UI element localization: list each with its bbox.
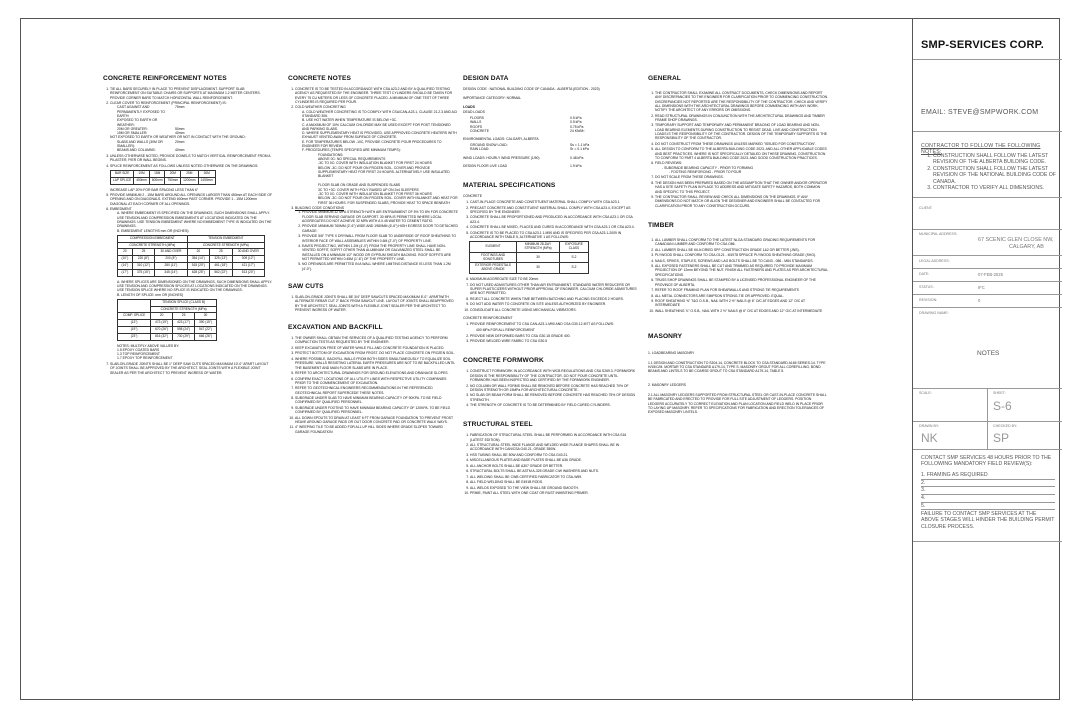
note-item: 10. PRIME, PAINT ALL STEEL WITH ONE COAT OR RUST INHIBITING PRIMER. (470, 491, 638, 495)
status-label: STATUS: (919, 285, 934, 289)
note-item: 4. CONCRETE SHALL BE MIXED, PLACED AND CURED IN ACCORDANCE WITH CSA A23.1 OR CSA A23.4. (470, 225, 638, 229)
sheet-value: S-6 (993, 399, 1012, 413)
date-label: DATE: (919, 272, 930, 276)
note-item: 8. THE DESIGN HAS BEEN PREPARED BASED ON THE ASSUMPTION THAT THE OWNER AND/OR OPERATOR HAS A SITE SAFETY PLAN IN PLACE TO ADDRESS AND MITIGATE SAFETY HAZARDS, BOTH COMMON AND SPECIFIC TO THIS PROJECT. (655, 181, 828, 194)
note-item: 7. REFER TO ROOF FRAMING PLAN FOR SHEARWALLS AND STRONG TIE REQUIREMENTS (655, 288, 828, 292)
note-item: 6. EMBEDMENT A. WHERE EMBEDMENT IS SPECIFIED ON THE DRAWINGS, SUCH DIMENSIONS SHALL APPLY. USE TENSION AND COMPRESSION EMBEDMENTS AT LOCATIONS INDICATED ON THE DRAWINGS. USE TENSION EMBEDMENT WHERE NO EMBEDMENT TYPE IS INDICATED ON THE DRAWINGS. B. EMBEDMENT LENGTHS mm OR (INCHES): COMPRESSION EMBEDMENT TENSION EMBEDMENT CONCRETE STRENGTH (MPa) CONCRETE STRENGTH (MPa) 20 25 30 AND OVER 20 25 30 AND OVER (10") 220 (8") 200 (8") 354 (14") 325 (13") 309 (12") (14") 310 (12") 280 (11") 515 (20") 461 (18") 421 (17") (17") 375 (15") 345 (14") 628 (25") 562 (22") 513 (20") A. WHERE SPLICES ARE DIMENSIONED ON THE DRAWINGS, SUCH DIMENSIONS SHALL APPLY. USE TENSION AND COMPRESSION SPLICES AT LOCATIONS INDICATED ON THE DRAWINGS. USE TENSION SPLICE WHERE NO SPLICE IS INDICATED ON THE DRAWINGS. B. LENGTH OF SPLICE: mm OR (INCHES) TENSION SPLICE (CLASS B) CONCRETE STRENGTH (MPa) COMP. SPLICE 20 25 30 (13") 473 (19") 423 (17") 390 (15") (19") 670 (26") 598 (24") 547 (22") (23") 816 (32") 730 (29") 666 (26") NOTES: MULTIPLY ABOVE VALUES BY: 1.5 EPOXY COATED BARS 1.3 TOP REINFORCEMENT 1.7 EPOXY TOP REINFORCEMENT (110, 207, 273, 361)
embedment-table: COMPRESSION EMBEDMENT TENSION EMBEDMENT CONCRETE STRENGTH (MPa) CONCRETE STRENGTH (MPa) 20 25 30 AND OVER 20 25 30 AND OVER (10") 220 (8") 200 (8") 354 (14") 325 (13") 309 (12") (14") 310 (12") 280 (11") 515 (20") 461 (18") 421 (17") (17") 375 (15") 345 (14") 628 (25") 562 (22") 513 (20") (117, 235, 265, 277)
note-item: 6. STRUCTURAL BOLTS SHALL BE ASTM A-325 GRADE C/W WASHERS AND NUTS. (470, 469, 638, 473)
section-heading: CONCRETE FORMWORK (463, 357, 544, 365)
note-item: 6. FIELD REVIEWS: - SUBGRADE BEARING CAPACITY - PRIOR TO FORMING - FOOTING REINFORCING - PRIOR TO POUR (655, 161, 828, 174)
formwork-list (463, 369, 638, 407)
date-value: 07-FEB-2025 (978, 272, 1003, 277)
note-item: 1. SLAB-ON-GRADE JOINTS SHALL BE 3/4" DEEP SAWCUTS SPACED MAXIMUM 8'-0". APARTWITH ALTERNATE REBAR CUT 2" BACK FROM SAWCUT LINE. LAYOUT OF JOINTS SHALL BEAPPROVED BY THE ARCHITECT. SEAL JOINTS WITH A FLEXIBLE JOINT SEALER PER THE ARCHITECT TO PREVENT INGRESS OF WATER. (295, 295, 458, 312)
municipal-value: 67 SCENIC GLEN CLOSE NW, (978, 237, 1054, 243)
note-item: 9. THE CONTRACTOR SHALL REVIEW AND CHECK ALL DIMENSIONS ON THE DRAWINGS. IF ANY DIMENSIONS DO NOT MATCH OR ALIGN THE DESIGNER AND ENGINEER SHALL BE CONTACTED FOR CLARIFICATION PRIOR TO ANY CONSTRUCTION OCCURS. (655, 195, 828, 208)
note-item: 2. NO COLUMN OR WALL FORMS SHALL BE REMOVED BEFORE CONCRETE HAS REACHED 70% OF DESIGN STRENGTH OR 15MPa FOR ARCHITECTURAL CONCRETE. (470, 384, 638, 393)
note-item: 2. ALL LUMBER SHALL BE KILN DRIED SPF CONSTRUCTION GRADE 1&2 OR BETTER (JNS). (655, 248, 828, 252)
failure-text: FAILURE TO CONTACT SMP SERVICES AT THE ABOVE STAGES WILL HINDER THE BUILDING PERMIT CLOSURE PROCESS. (921, 511, 1055, 530)
note-item: 7. DO NOT SCALE FROM THESE DRAWINGS. (655, 175, 828, 179)
contractor-notes: 1. CONSTRUCTION SHALL FOLLOW THE LATEST REVISION OF THE ALBERTA BUILDING CODE. 2. CONSTRUCTION SHALL FOLLOW THE LATEST REVISION OF THE NATIONAL BUILDING CODE OF CANADA. 3. CONTRACTOR TO VERIFY ALL DIMENSIONS. (921, 153, 1067, 191)
note-item: 1. THE OWNER SHALL OBTAIN THE SERVICES OF A QUALIFIED TESTING AGENCY TO PERFORM COMPACTION TESTS AS REQUESTED BY THE ENGINEER. (295, 336, 458, 345)
section-heading: MASONRY (648, 333, 683, 341)
note-item: 5. ALL ANCHOR BOLTS SHALL BE A307 GRADE OR BETTER. (470, 464, 638, 468)
note-item: 7. SLAB-ON-GRADE JOINTS SHALL BE 1" DEEP SAW CUTS SPACED MAXIMUM 10'-0" APART LAYOUT OF JOINTS SHALL BE APPROVED BY THE ARCHITECT. SEAL JOINTS WITH A FLEXIBLE JOINT SEALER AS PER THE ARCHITECT TO PREVENT INGRESS OF WATER. (110, 362, 273, 375)
material-list (463, 200, 638, 239)
note-item: 6. MAXIMUM AGGREGATE SIZE TO BE 20mm. (470, 277, 638, 281)
section-heading: CONCRETE NOTES (288, 75, 351, 82)
note-item: 2. PRECAST CONCRETE AND CONSTITUENT MATERIAL SHALL COMPLY WITH CSA A23.4, EXCEPT AS SPECIFIED BY THE ENGINEER. (470, 206, 638, 215)
note-item: 1. THE CONTRACTOR SHALL EXAMINE ALL CONTRACT DOCUMENTS, CHECK DIMENSIONS AND REPORT ANY DISCREPANCIES TO THE ENGINEER FOR CLARIFICATION PRIOR TO COMMENCING CONSTRUCTION. DISCREPANCIES NOT REPORTED ARE THE RESPONSIBILITY OF THE CONTRACTOR. CHECK AND VERIFY ALL DIMENSIONS WITH THE ARCHITECTURAL DRAWINGS BEFORE COMMENCING WITH ANY WORK. NOTIFY THE ARCHITECT OF ANY ERRORS OR OMISSIONS. (655, 91, 828, 112)
drawing-sheet (20, 18, 1060, 700)
drawing-name-label: DRAWING NAME: (919, 311, 949, 315)
note-item: 4. WHERE POSSIBLE, BACKFILL WALLS FROM BOTH SIDES SIMULTANEOUSLY TO EQUALIZE SOIL PRESSURE. WALLS RESISTING LATERAL EARTH PRESSURES ARE NOT TO BE BACKFILLED UNTIL THE BASEMENT AND MAIN FLOOR SLABS ARE IN PLACE. (295, 357, 458, 370)
note-item: 1. CONSTRUCT FORMWORK IN ACCORDANCE WITH WCB REGULATIONS AND CSA S269.3. FORMWORK DESIGN IS THE RESPONSIBILITY OF THE CONTRACTOR. DO NOT POUR CONCRETE UNTIL FORMWORK HAS BEEN INSPECTED AND CERTIFIED BY THE FORMWORK ENGINEER. (470, 369, 638, 382)
excavation-list (288, 336, 458, 434)
note-item: 2. READ STRUCTURAL DRAWINGS IN CONJUNCTION WITH THE ARCHITECTURAL DRAWINGS AND TIMBER FRAME SHOP DRAWINGS. (655, 114, 828, 123)
note-item: 5. ALL EXPOSED FASTENERS SHALL BE CUT AND TRIMMED AS REQUIRED TO PROVIDE MAXIMUM PROJECTION OF 12mm BEYOND THE NUT. FINISH ALL FASTENERS AND PLATES AS PER ARCHITECTURAL SPECIFICATIONS. (655, 264, 828, 277)
note-item: 6. TRUSS SHOP DRAWINGS SHALL BE STAMPED BY A LICENSED PROFESSIONAL ENGINEER OF THE PROVINCE OF ALBERTA. (655, 278, 828, 287)
company-email: EMAIL: STEVE@SMPWORK.COM (921, 109, 1039, 116)
note-item: 7. DO NOT USED ADMIXTURES OTHER THAN AIR ENTRAINMENT. STANDARD WATER REDUCERS OR SUPER PLASTICIZERS WITHOUT PRIOR APPROVAL OF ENGINEER. CALCIUM CHLORIDE ADMIXTURES ARE NOT PERMITTED. (470, 283, 638, 296)
note-item: 3. NO SLAB OR BEAM FORM SHALL BE REMOVED BEFORE CONCRETE HAS REACHED 75% OF DESIGN STRENGTH. (470, 393, 638, 402)
note-item: 1. PROVIDE REINFORCEMENT TO CSA CAN-A23.1-M90 AND CSA G30.12-M77 AS FOLLOWS: 400 MPa FOR ALL REINFORCEMENT (470, 322, 638, 333)
municipal-label: MUNICIPAL ADDRESS: (919, 232, 958, 236)
section-heading: TIMBER (648, 221, 674, 229)
note-item: 7. REFER TO GEOTECHNICAL ENGINEERS RECOMMENDATIONS IN THE REFERENCED GEOTECHNICAL REPORT SUPERCEDE THESE NOTES. (295, 386, 458, 395)
note-item: 2. ALL STRUCTURAL STEEL WIDE FLANGE AND WELDED WIDE FLANGE SHAPES SHALL BE IN ACCORDANCE WITH CAN/CSA G40.21, GRADE 350W. (470, 443, 638, 452)
framing-list: 1. FRAMING AS REQUIRED 2. 3. 4. 5. (921, 472, 1055, 510)
section-heading: DESIGN DATA (463, 75, 509, 82)
note-item: 8. ALL FIELD WELDING SHALL BE E491B RODS. (470, 480, 638, 484)
note-item: 2. COLD WEATHER CONCRETING A. COLD WEATHER CONCRETING IS TO COMPLY WITH CSA/CAN-A23.1, CLAUSE 21.2.3 AND ACI STANDARD 306. B. USE HOT WATER WHEN TEMPERATURE IS BELOW +3C. C. A MAXIMUM OF 10% CALCIUM CHLORIDE MAY BE USED EXCEPT FOR POST TENSIONED AND PARKING SLABS. D. WHERE SUPPLEMENTARY HEAT IS PROVIDED, USE APPROVED CONCRETE HEATERS WITH EXHAUST VENTED AWAY FROM SURFACE OF CONCRETE. E. FOR TEMPERATURES BELOW -10C, PROVIDE CONCRETE POUR PROCEDURES TO ENGINEER FOR REVIEW. F. PROCEDURES (TEMPS SPECIFIED ARE MINIMUM TEMPS): FOUNDATIONS: ABOVE 0C: NO SPECIAL REQUIREMENTS -3C TO 0C: COVER WITH INSULATION BLANKET FOR FIRST 24 HOURS BELOW -3C: DO NOT POUR ON FROZEN SOIL. COVER AND PROVIDE SUPPLEMENTARY HEAT FOR FIRST 24 HOURS. ALTERNATIVELY USE INSULATED BLANKET FLOOR SLAB ON GRADE AND SUSPENDED SLABS 3C TO +3C: COVER WITH POLY RAISED UP ON 2x4 SLEEPERS -3C TO 0C: COVER WITH INSULATION BLANKET FOR FIRST 36 HOURS BELOW -3C: DO NOT POUR ON FROZEN SOIL. COVER WITH BLANKET AND HEAT FOR FIRST 36 HOURS. FOR SUSPENDED SLABS, PROVIDE HEAT TO SPACE BENEATH (295, 105, 458, 205)
checked-value: SP (993, 431, 1010, 445)
note-item: 1. TIE ALL BARS SECURELY IN PLACE TO PREVENT DISPLACEMENT. SUPPORT SLAB REINFORCEMENT ON SUITABLE CHAIRS OR SUPPORTS AT MAXIMUM 1.2 METER CENTERS. PROVIDE CORNER BARS TO MATCH HORIZONTAL WALL REINFORCEMENT. (110, 87, 273, 100)
company-name: SMP-SERVICES CORP. (921, 39, 1045, 51)
note-item: 3. PROVIDE WELDED WIRE FABRIC TO CSA G30.5 (470, 339, 638, 343)
note-item: 2. PROVIDE NEW DEFORMED BARS TO CSA G30.18 GRADE 400. (470, 334, 638, 338)
note-item: 10. WALL SHEATHING ⅞" O.S.B., NAIL WITH 2 ½" NAILS @ 6" O/C AT EDGES AND 12" O/C AT INTERMEDIATE (655, 309, 828, 313)
note-item: 1. ALL LUMBER SHALL CONFORM TO THE LATEST NLGA STANDARD GRADING REQUIREMENTS FOR CANADIAN LUMBER AND CONFORM TO CSA O86. (655, 238, 828, 247)
section-heading: MATERIAL SPECIFICATIONS (463, 182, 556, 190)
note-item: 2. KEEP EXCAVATION FREE OF WATER WHILE FILL AND CONCRETE FOUNDATION IS PLACED. (295, 346, 458, 350)
note-item: 4. SPLICE REINFORCEMENT AS FOLLOWS UNLESS NOTED OTHERWISE ON THE DRAWINGS: BAR SIZE 10M 15M 20M 25M 30M LAP SPLICE 450mm 600mm 750mm 1200mm 1450mm INCREASE LAP 20% FOR BAR SPACING LESS THAN 6" (110, 164, 273, 192)
note-item: 3. PROTECT BOTTOM OF EXCAVATION FROM FROST. DO NOT PLACE CONCRETE ON FROZEN SOIL. (295, 351, 458, 355)
section-heading: GENERAL (648, 75, 681, 82)
note-item: 10. ALL DOWN SPOUTS TO DRAIN AT LEAST 6 FT FROM GARAGE FOUNDATION TO PREVENT FROST HEAVE AROUND GARAGE PADS OR OUT DOOR CONCRETE PAD OR CONCRETE WALK WAYS. (295, 416, 458, 425)
section-heading: SAW CUTS (288, 283, 324, 290)
drawn-label: DRAWN BY: (919, 424, 940, 428)
material-list-2 (463, 277, 638, 312)
note-item: 3. CONCRETE SHALL BE PROPORTIONED AND PRODUCED IN ACCORDANCE WITH CSA A23.1 OR CSA A23.4. (470, 215, 638, 224)
note-item: 4. THE STRENGTH OF CONCRETE IS TO BE DETERMINED BY FIELD CURED CYLINDERS. (470, 403, 638, 407)
note-item: 4. DO NOT CONSTRUCT FROM THESE DRAWINGS UNLESS MARKED "ISSUED FOR CONSTRUCTION". (655, 142, 828, 146)
concrete-reinforcement-notes (103, 75, 273, 376)
note-item: 9. SUBGRADE UNDER FOOTING TO HAVE MINIMUM BEARING CAPACITY OF 120KPA. TO BE FIELD CONFIRMED BY QUALIFIED PERSONNEL. (295, 406, 458, 415)
section-heading: STRUCTURAL STEEL (463, 421, 533, 429)
revision-label: REVISION: (919, 298, 938, 302)
note-item: 9. ROOF SHEATHING ⅝" T&G O.S.B., NAIL WITH 2 ½" NAILS @ 6" O/C AT EDGES AND 12" O/C AT INTERMEDIATE (655, 299, 828, 308)
revision-value: 0 (978, 298, 981, 303)
note-item: 1. CONCRETE IS TO BE TESTED IN ACCORDANCE WITH CSA A23.2 AND BY A QUALIFIED TESTING AGENCY AS REQUESTED BY THE ENGINEER. THREE TEST CYLINDERS SHOULD BE TAKEN FOR EVERY 75 CU METERS OR LESS OF CONCRETE PLACED. A MINIMUM OF ONE TEST OF THREE CYLINDERS IS REQUIRED PER POUR. (295, 87, 458, 104)
note-item: 11. 4" WEEPING TILE TO BE ADDED FOR ALL UP HILL SIDES WHERE GRADE SLOPES TOWARD GARAGE FOUNDATION (295, 425, 458, 434)
status-value: IFC (978, 285, 985, 290)
steel-list (463, 433, 638, 495)
note-item: 3. BUILDING CODE CONDITIONS 1. PROVIDE MINIMUM 32 MPA STRENGTH WITH AIR ENTRAINMENT OF 5% TO 8% FOR CONCRETE FLOOR SLAB SERVING GARAGE OR CARPORT. 30 MPA IS PERMITTED WHERE LOCAL AGGREGATES DO NOT ACHIEVE 32 MPA WITH A 0.45 WATER TO CEMENT RATIO. 2. PROVIDE MINIMUM 760MM (2'-6") WIDE AND 1980MM (6'-6") HIGH EGRESS DOOR TO DETACHED GARAGE. 3. PROVIDE 5/8" TYPE X DRYWALL FROM FLOOR SLAB TO UNDERSIDE OF ROOF SHEATHING TO INTERIOR FACE OF WALL ASSEMBLIES WITHIN 0.6M (2'-0") OF PROPERTY LINE. 4. EAVES PROJECTING, WITHIN 1.2M (4'-0") FROM THE PROPERTY LINE SHALL HAVE NON-VENTED SOFFIT, SOFFIT OTHER THAN ALUMINUM OR GALVANIZED STEEL SHALL BE INSTALLED ON A MINIMUM 1/2" WOOD OR GYPSUM SHEATH BACKING. ROOF SOFFITS ARE NOT PERMITTED WITHIN 0.45M (1'-6") OF THE PROPERTY LINE. 5. NO OPENINGS ARE PERMITTED IN A WALL WHERE LIMITING DISTANCE IS LESS THAN 1.2M (4'-0"). (295, 206, 458, 271)
note-item: 9. ALL WELDS EXPOSED TO THE VIEW SHALL BE GROUND SMOOTH. (470, 486, 638, 490)
note-item: 1. FABRICATION OF STRUCTURAL STEEL SHALL BE PERFORMED IN ACCORDANCE WITH CSA S16 (LATEST EDITION). (470, 433, 638, 442)
note-item: 6. CONFIRM EXACT LOCATIONS OF ALL UTILITY LINES WITH RESPECTIVE UTILITY COMPANIES PRIOR TO THE COMMENCEMENT OF EXCAVATION. (295, 377, 458, 386)
note-item: 5. PROVIDE MINIMUM 2 - 15M BARS AROUND ALL OPENINGS LARGER THAN 450mm AT EACH SIDE OF OPENING AND ON DIAGONALS. EXTEND 600mm PAST CORNER. PROVIDE 1 - 15M 1200mm DIAGONAL AT EACH CORNER OF ALL OPENINGS. (110, 193, 273, 206)
splice-table: TENSION SPLICE (CLASS B) CONCRETE STRENGTH (MPa) COMP. SPLICE 20 25 30 (13") 473 (19") 423 (17") 390 (15") (19") 670 (26") 598 (24") 547 (22") (23") 816 (32") 730 (29") 666 (26") (117, 299, 217, 341)
section-heading: EXCAVATION AND BACKFILL (288, 324, 383, 332)
contractor-heading: CONTRACTOR TO FOLLOW THE FOLLOWING NOTES: (921, 143, 1041, 155)
note-item: 10. CONSOLIDATE ALL CONCRETE USING MECHANICAL VIBRATORS. (470, 308, 638, 312)
note-item: 3. HSS TUBING SHALL BE 50W AND CONFORM TO CSA G40.21. (470, 453, 638, 457)
municipal-value-2: CALGARY, AB (1009, 244, 1044, 250)
legal-label: LEGAL ADDRESS: (919, 259, 950, 263)
title-block (912, 19, 1062, 701)
checked-label: CHECKED BY: (993, 424, 1018, 428)
section-heading: CONCRETE REINFORCEMENT NOTES (103, 75, 227, 82)
note-item: 4. NAILS, SPIKES, STAPLES, SCREWS AND LAG BOLTS SHALL BE TO CAN3 - 086 - M84 STANDARDS. (655, 259, 828, 263)
note-item: 2. CLEAR COVER TO REINFORCEMENT (PRINCIPAL REINFORCEMENT) IS: CAST AGAINST AND PERMANENTLY EXPOSED TO EARTH: 75mm EXPOSED TO EARTH OR WEATHER: 20M OR GREATER: 50mm 15M OR SMALLER: 40mm NOT EXPOSED TO EARTH OR WEATHER OR NOT IN CONTACT WITH THE GROUND: SLABS AND WALLS (30M OR SMALLER): 20mm BEAMS AND COLUMNS: 40mm (110, 101, 273, 153)
note-item: 7. ALL WELDING SHALL BE CWB CERTIFIED FABRICATOR TO CSA-W59. (470, 475, 638, 479)
note-item: 5. ALL DESIGN TO CONFORM TO THE ALBERTA BUILDING CODE 2023, AND ALL OTHER APPLICABLE CODES AND BEST PRACTICES. WHERE IS NOT SPECIFICALLY DETAILED ON THESE DRAWING, CONSTRUCTION TO CONFORM TO PART 4 ALBERTA BUILDING CODE 2023. AND GOOD CONSTRUCTION PRACTICES. (655, 147, 828, 160)
element-table: ELEMENT MINIMUM 28-DAY STRENGTH (MPa) EXPOSURE CLASS FOOTINGS AND SONOTUBES 30 S-2 EXTERIOR PEDESTALS ABOVE GRADE 30 S-2 (469, 241, 589, 274)
lap-splice-table: BAR SIZE 10M 15M 20M 25M 30M LAP SPLICE 450mm 600mm 750mm 1200mm 1450mm (110, 170, 216, 185)
note-item: 4. MISCELLANEOUS PLATES AND BASE PLATES SHALL BE A36 GRADE. (470, 458, 638, 462)
design-data: DESIGN DATA DESIGN CODE : NATIONAL BUILDING CODE OF CANADA - ALBERTA (EDITION - 2023) IMPORTANCE CATEGORY: NORMAL LOADS DEAD LOADS FLOORS 0.5 kPa WALLS 0.5 kPa ROOFS 0.75 kPa CONCRETE 24 KN/M³ ENVIRONMENTAL LOADS: CALGARY, ALBERTA GROUND SNOW LOAD: Ss = 1.1 kPa RAIN LOAD: Sr = 0.1 kPa WIND LOADS: HOURLY WIND PRESSURE (1/50) 0.48 kPa DESIGN FLOOR LIVE LOAD 1.9 kPa MATERIAL SPECIFICATIONS CONCRETE 1. CAST-IN-PLACE CONCRETE AND CONSTITUENT MATERIAL SHALL COMPLY WITH CSA A23.1 2. PRECAST CONCRETE AND CONSTITUENT MATERIAL SHALL COMPLY WITH CSA A23.4, EXCEPT AS SPECIFIED BY THE ENGINEER. 3. CONCRETE SHALL BE PROPORTIONED AND PRODUCED IN ACCORDANCE WITH CSA A23.1 OR CSA A23.4. 4. CONCRETE SHALL BE MIXED, PLACED AND CURED IN ACCORDANCE WITH CSA A23.1 OR CSA A23.4. 5. CONCRETE IS TO BE PLACED TO CSA A23.1 1-M90 AND IS SPECIFIED PER CSA A23.1-2009 IN ACCORDANCE WITH TABLE 5, ALTERNATIVE 1 AS FOLLOWS: ELEMENT MINIMUM 28-DAY STRENGTH (MPa) EXPOSURE CLASS FOOTINGS AND SONOTUBES 30 S-2 EXTERIOR PEDESTALS ABOVE GRADE 30 S-2 6. MAXIMUM AGGREGATE SIZE TO BE 20mm. 7. DO NOT USED ADMIXTURES OTHER THAN AIR ENTRAINMENT. STANDARD WATER REDUCERS OR SUPER PLASTICIZERS WITHOUT PRIOR APPROVAL OF ENGINEER. CALCIUM CHLORIDE ADMIXTURES ARE NOT PERMITTED. 8. REJECT ALL CONCRETE WHEN TIME BETWEEN BATCHING AND PLACING EXCEEDS 2 HOURS. 9. DO NOT ADD WATER TO CONCRETE ON SITE UNLESS AUTHORIZED BY ENGINEER. 10. CONSOLIDATE ALL CONCRETE USING MECHANICAL VIBRATORS. CONCRETE REINFORCEMENT 1. PROVIDE REINFORCEMENT TO CSA CAN-A23.1-M90 AND CSA G30.12-M77 AS FOLLOWS: 400 MPa FOR ALL REINFORCEMENT 2. PROVIDE NEW DEFORMED BARS TO CSA G30.18 GRADE 400. 3. PROVIDE WELDED WIRE FABRIC TO CSA G30.5 CONCRETE FORMWORK 1. CONSTRUCT FORMWORK IN ACCORDANCE WITH WCB REGULATIONS AND CSA S269.3. FORMWORK DESIGN IS THE RESPONSIBILITY OF THE CONTRACTOR. DO NOT POUR CONCRETE UNTIL FORMWORK HAS BEEN INSPECTED AND CERTIFIED BY THE FORMWORK ENGINEER. 2. NO COLUMN OR WALL FORMS SHALL BE REMOVED BEFORE CONCRETE HAS REACHED 70% OF DESIGN STRENGTH OR 15MPa FOR ARCHITECTURAL CONCRETE. 3. NO SLAB OR BEAM FORM SHALL BE REMOVED BEFORE CONCRETE HAS REACHED 75% OF DESIGN STRENGTH. 4. THE STRENGTH OF CONCRETE IS TO BE DETERMINED BY FIELD CURED CYLINDERS. STRUCTURAL STEEL 1. FABRICATION OF STRUCTURAL STEEL SHALL BE PERFORMED IN ACCORDANCE WITH CSA S16 (LATEST EDITION). 2. ALL STRUCTURAL STEEL WIDE FLANGE AND WELDED WIDE FLANGE SHAPES SHALL BE IN ACCORDANCE WITH CAN/CSA G40.21, GRADE 350W. 3. HSS TUBING SHALL BE 50W AND CONFORM TO CSA G40.21. 4. MISCELLANEOUS PLATES AND BASE PLATES SHALL BE A36 GRADE. 5. ALL ANCHOR BOLTS SHALL BE A307 GRADE OR BETTER. 6. STRUCTURAL BOLTS SHALL BE ASTM A-325 GRADE C/W WASHERS AND NUTS. 7. ALL WELDING SHALL BE CWB CERTIFIED FABRICATOR TO CSA-W59. 8. ALL FIELD WELDING SHALL BE E491B RODS. 9. ALL WELDS EXPOSED TO THE VIEW SHALL BE GROUND SMOOTH. 10. PRIME, PAINT ALL STEEL WITH ONE COAT OR RUST INHIBITING PRIMER. (463, 75, 638, 497)
scale-label: SCALE: (919, 391, 932, 395)
note-item: 5. REFER TO ARCHITECTURAL DRAWINGS FOR GROUND ELEVATIONS AND DRAINAGE SLOPES. (295, 371, 458, 375)
timber-list (648, 238, 828, 313)
drawing-name-value: NOTES (977, 350, 1000, 357)
note-item: 3. PLYWOOD SHALL CONFORM TO CSA O121 - M1978 SPRUCE PLYWOOD SHEATHING GRADE (SHG). (655, 253, 828, 257)
note-item: 5. CONCRETE IS TO BE PLACED TO CSA A23.1 1-M90 AND IS SPECIFIED PER CSA A23.1-2009 IN ACCORDANCE WITH TABLE 5, ALTERNATIVE 1 AS FOLLOWS: (470, 231, 638, 240)
note-item: 1. CAST-IN-PLACE CONCRETE AND CONSTITUENT MATERIAL SHALL COMPLY WITH CSA A23.1 (470, 200, 638, 204)
general-notes: GENERAL 1. THE CONTRACTOR SHALL EXAMINE ALL CONTRACT DOCUMENTS, CHECK DIMENSIONS AND REPORT ANY DISCREPANCIES TO THE ENGINEER FOR CLARIFICATION PRIOR TO COMMENCING CONSTRUCTION. DISCREPANCIES NOT REPORTED ARE THE RESPONSIBILITY OF THE CONTRACTOR. CHECK AND VERIFY ALL DIMENSIONS WITH THE ARCHITECTURAL DRAWINGS BEFORE COMMENCING WITH ANY WORK. NOTIFY THE ARCHITECT OF ANY ERRORS OR OMISSIONS. 2. READ STRUCTURAL DRAWINGS IN CONJUNCTION WITH THE ARCHITECTURAL DRAWINGS AND TIMBER FRAME SHOP DRAWINGS. 3. TEMPORARY SUPPORT AND TEMPORARY AND PERMANENT BRACING OF LOAD BEARING AND NON-LOAD BEARING ELEMENTS DURING CONSTRUCTION TO RESIST DEAD, LIVE AND CONSTRUCTION LOADS IS THE RESPONSIBILITY OF THE CONTRACTOR. DESIGN OF THE TEMPORARY SUPPORTS IS THE RESPONSIBILITY OF THE CONTRACTOR. 4. DO NOT CONSTRUCT FROM THESE DRAWINGS UNLESS MARKED "ISSUED FOR CONSTRUCTION". 5. ALL DESIGN TO CONFORM TO THE ALBERTA BUILDING CODE 2023, AND ALL OTHER APPLICABLE CODES AND BEST PRACTICES. WHERE IS NOT SPECIFICALLY DETAILED ON THESE DRAWING, CONSTRUCTION TO CONFORM TO PART 4 ALBERTA BUILDING CODE 2023. AND GOOD CONSTRUCTION PRACTICES. 6. FIELD REVIEWS: - SUBGRADE BEARING CAPACITY - PRIOR TO FORMING - FOOTING REINFORCING - PRIOR TO POUR 7. DO NOT SCALE FROM THESE DRAWINGS. 8. THE DESIGN HAS BEEN PREPARED BASED ON THE ASSUMPTION THAT THE OWNER AND/OR OPERATOR HAS A SITE SAFETY PLAN IN PLACE TO ADDRESS AND MITIGATE SAFETY HAZARDS, BOTH COMMON AND SPECIFIC TO THIS PROJECT. 9. THE CONTRACTOR SHALL REVIEW AND CHECK ALL DIMENSIONS ON THE DRAWINGS. IF ANY DIMENSIONS DO NOT MATCH OR ALIGN THE DESIGNER AND ENGINEER SHALL BE CONTACTED FOR CLARIFICATION PRIOR TO ANY CONSTRUCTION OCCURS. TIMBER 1. ALL LUMBER SHALL CONFORM TO THE LATEST NLGA STANDARD GRADING REQUIREMENTS FOR CANADIAN LUMBER AND CONFORM TO CSA O86. 2. ALL LUMBER SHALL BE KILN DRIED SPF CONSTRUCTION GRADE 1&2 OR BETTER (JNS). 3. PLYWOOD SHALL CONFORM TO CSA O121 - M1978 SPRUCE PLYWOOD SHEATHING GRADE (SHG). 4. NAILS, SPIKES, STAPLES, SCREWS AND LAG BOLTS SHALL BE TO CAN3 - 086 - M84 STANDARDS. 5. ALL EXPOSED FASTENERS SHALL BE CUT AND TRIMMED AS REQUIRED TO PROVIDE MAXIMUM PROJECTION OF 12mm BEYOND THE NUT. FINISH ALL FASTENERS AND PLATES AS PER ARCHITECTURAL SPECIFICATIONS. 6. TRUSS SHOP DRAWINGS SHALL BE STAMPED BY A LICENSED PROFESSIONAL ENGINEER OF THE PROVINCE OF ALBERTA. 7. REFER TO ROOF FRAMING PLAN FOR SHEARWALLS AND STRONG TIE REQUIREMENTS 8. ALL METAL CONNECTORS ARE SIMPSON STRONG-TIE OR APPROVED. EQUAL. 9. ROOF SHEATHING ⅝" T&G O.S.B., NAIL WITH 2 ½" NAILS @ 6" O/C AT EDGES AND 12" O/C AT INTERMEDIATE 10. WALL SHEATHING ⅞" O.S.B., NAIL WITH 2 ½" NAILS @ 6" O/C AT EDGES AND 12" O/C AT INTERMEDIATE MASONRY 1. LOADBEARING MASONRY 1.1 DESIGN AND CONSTRUCTION TO S304.14, CONCRETE BLOCK TO CSA STANDARD A165 SERIES-14. TYPE H/15/C/M. MORTAR TO CSA STANDARD A179-14, TYPE S. MASONRY GROUT FOR ALL COREFILLING, BOND BEAMS AND LINTELS TO BE COARSE GROUT TO CSA STANDARD A179-14, TABLE 5. 2. MASONRY LEDGERS 2.1 ALL MASONRY LEDGERS SUPPORTED FROM STRUCTURAL STEEL OR CAST-IN-PLACE CONCRETE SHALL BE FABRICATED AND ERECTED TO PROVIDE FOR FULL SITE ADJUSTMENT OF LEDGERS. POSITION LEDGERS ACCURATELY TO CORRECT ELEVATION AND PLAN LOCATION AND FIELD WELD IN PLACE PRIOR TO LAYING UP MASONRY. REFER TO SPECIFICATIONS FOR FABRICATION AND ERECTION TOLERANCES OF EXPOSED MASONRY LINTELS. (648, 75, 828, 416)
note-item: 8. REJECT ALL CONCRETE WHEN TIME BETWEEN BATCHING AND PLACING EXCEEDS 2 HOURS. (470, 297, 638, 301)
note-item: 8. ALL METAL CONNECTORS ARE SIMPSON STRONG-TIE OR APPROVED. EQUAL. (655, 294, 828, 298)
note-item: 9. DO NOT ADD WATER TO CONCRETE ON SITE UNLESS AUTHORIZED BY ENGINEER. (470, 302, 638, 306)
drawn-value: NK (921, 431, 938, 445)
client-label: CLIENT: (919, 206, 933, 210)
note-item: 3. TEMPORARY SUPPORT AND TEMPORARY AND PERMANENT BRACING OF LOAD BEARING AND NON-LOAD BEARING ELEMENTS DURING CONSTRUCTION TO RESIST DEAD, LIVE AND CONSTRUCTION LOADS IS THE RESPONSIBILITY OF THE CONTRACTOR. DESIGN OF THE TEMPORARY SUPPORTS IS THE RESPONSIBILITY OF THE CONTRACTOR. (655, 123, 828, 140)
sheet-label: SHEET: (993, 391, 1006, 395)
concrete-notes (288, 75, 458, 435)
contact-text: CONTACT SMP SERVICES 48 HOURS PRIOR TO THE FOLLOWING MANDATORY FIELD REVIEW(S): (921, 455, 1052, 468)
note-item: 3. UNLESS OTHERWISE NOTED, PROVIDE DOWELS TO MATCH VERTICAL REINFORCEMENT FROM A PILASTER, PIER OR WALL BEGINS. (110, 154, 273, 163)
note-item: 8. SUBGRADE UNDER SLAB TO HAVE MINIMUM BEARING CAPACITY OF 90KPA. TO BE FIELD CONFIRMED BY QUALIFIED PERSONNEL. (295, 396, 458, 405)
